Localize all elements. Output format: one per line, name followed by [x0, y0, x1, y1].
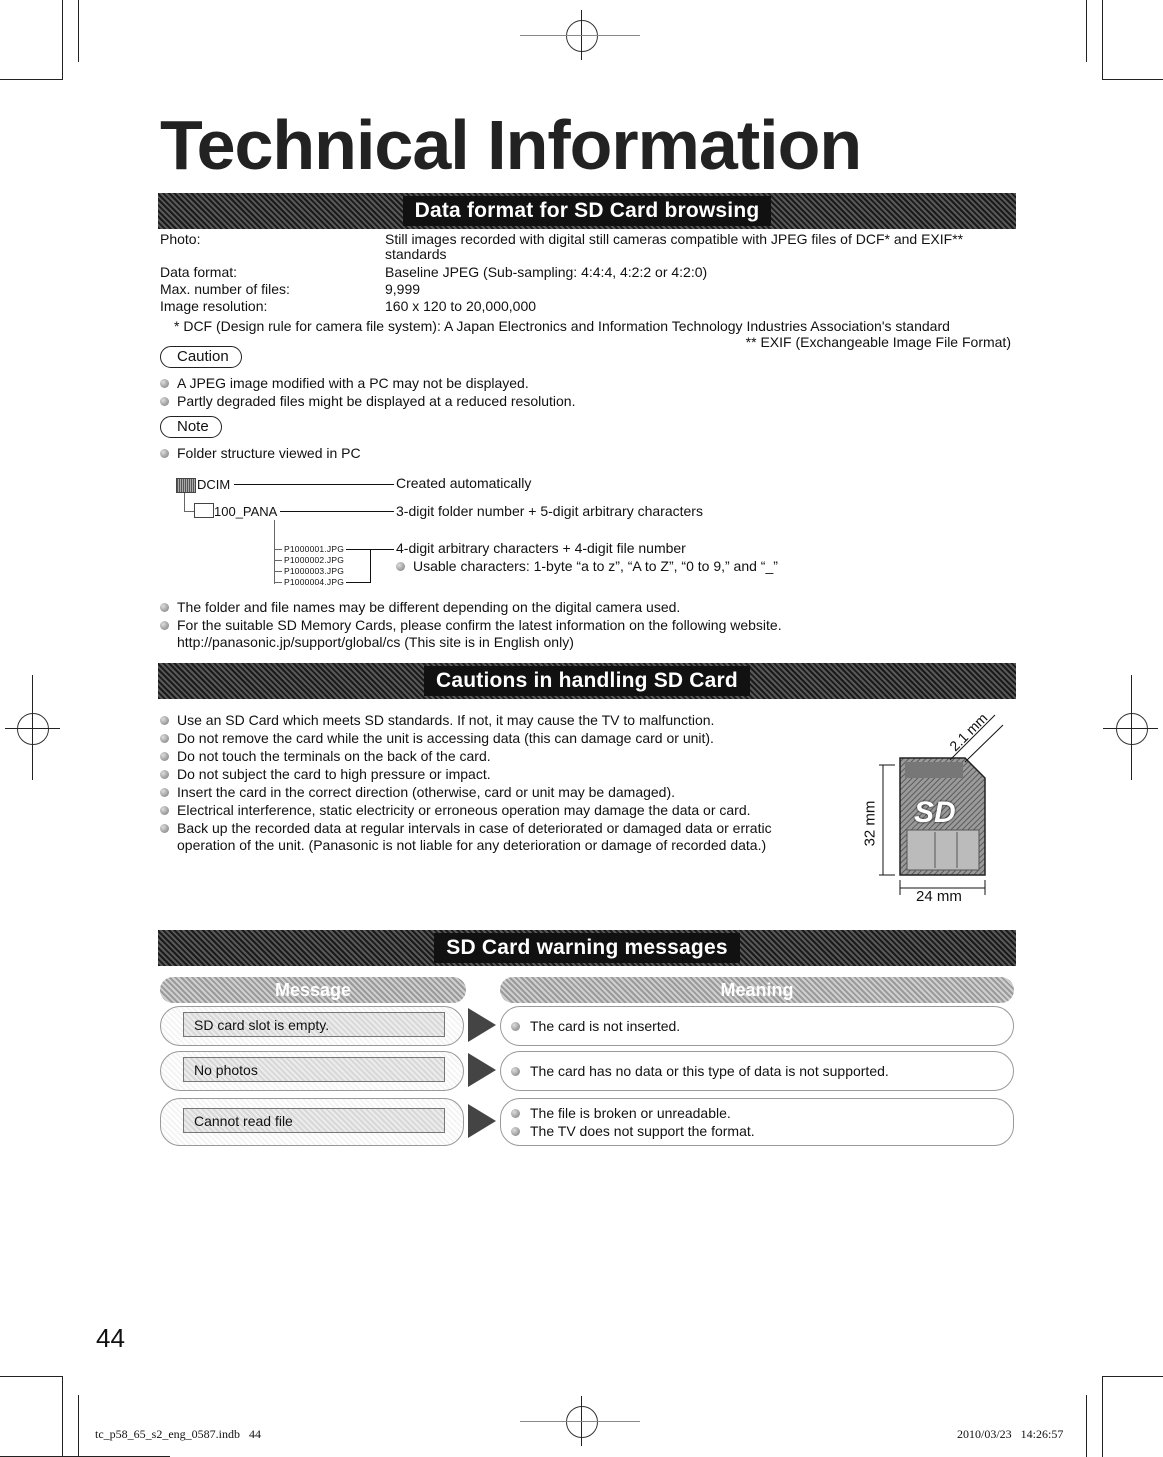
- sd-logo: SD: [914, 796, 956, 829]
- meaning-item: The card is not inserted.: [511, 1017, 680, 1035]
- meaning-item: The file is broken or unreadable.: [511, 1104, 731, 1122]
- folder-root: DCIM: [197, 477, 231, 492]
- crop-mark: [5, 728, 60, 729]
- list-item: Use an SD Card which meets SD standards. If not, it may cause the TV to malfunction.: [160, 712, 714, 729]
- bullet-icon: [160, 752, 169, 761]
- crop-mark: [1102, 1376, 1163, 1377]
- list-item: Do not subject the card to high pressure or impact.: [160, 766, 491, 783]
- bullet-icon: [511, 1022, 520, 1031]
- crop-mark: [62, 1376, 63, 1457]
- note-label: Note: [160, 416, 222, 438]
- arrow-icon: [468, 1008, 496, 1042]
- meaning-item: The card has no data or this type of data is not supported.: [511, 1062, 889, 1080]
- section-title: Data format for SD Card browsing: [403, 196, 772, 226]
- crop-mark: [0, 1376, 62, 1377]
- registration-mark: [17, 713, 49, 745]
- column-header-meaning: Meaning: [500, 977, 1014, 1003]
- file-name: P1000002.JPG: [284, 555, 345, 565]
- meaning-box: [500, 1006, 1014, 1046]
- leader-line: [234, 484, 394, 485]
- bullet-icon: [160, 716, 169, 725]
- folder-sub: 100_PANA: [214, 504, 278, 519]
- spec-label: Image resolution:: [160, 298, 268, 314]
- footer-timestamp: 2010/03/23 14:26:57: [957, 1427, 1064, 1441]
- bracket-line: [370, 549, 371, 583]
- tree-line: [184, 493, 185, 511]
- tree-line: [274, 520, 275, 584]
- bullet-icon: [160, 379, 169, 388]
- page-number: 44: [96, 1323, 125, 1353]
- meaning-box: [500, 1098, 1014, 1146]
- warning-message: SD card slot is empty.: [183, 1012, 445, 1037]
- list-item: Do not remove the card while the unit is accessing data (this can damage card or unit).: [160, 730, 714, 747]
- registration-mark: [566, 1406, 598, 1438]
- arrow-icon: [468, 1053, 496, 1087]
- section-header-handling: [158, 663, 1016, 699]
- section-header-warnings: [158, 930, 1016, 966]
- list-item: Back up the recorded data at regular intervals in case of deteriorated or damaged data or erratic: [160, 820, 772, 837]
- folder-icon: [194, 503, 214, 518]
- caution-label: Caution: [160, 346, 242, 368]
- spec-value: Still images recorded with digital still cameras compatible with JPEG files of DCF* and EXIF**: [385, 231, 964, 247]
- bullet-icon: [160, 770, 169, 779]
- section-title: Cautions in handling SD Card: [424, 666, 750, 696]
- section-title: SD Card warning messages: [434, 933, 739, 963]
- list-item: Do not touch the terminals on the back of the card.: [160, 748, 491, 765]
- list-item: A JPEG image modified with a PC may not be displayed.: [160, 375, 529, 392]
- meaning-box: [500, 1051, 1014, 1091]
- crop-mark: [520, 35, 640, 36]
- crop-mark: [520, 1421, 640, 1422]
- list-item: Electrical interference, static electricity or erroneous operation may damage the data or card.: [160, 802, 751, 819]
- warning-message: Cannot read file: [183, 1108, 445, 1133]
- file-desc: 4-digit arbitrary characters + 4-digit file number: [396, 540, 686, 556]
- bullet-icon: [160, 806, 169, 815]
- spec-value: 9,999: [385, 281, 421, 297]
- bullet-icon: [160, 734, 169, 743]
- dim-width: 24 mm: [916, 888, 962, 905]
- column-header-message: Message: [160, 977, 466, 1003]
- bullet-icon: [396, 562, 405, 571]
- usable-chars: Usable characters: 1-byte “a to z”, “A to Z”, “0 to 9,” and “_”: [396, 558, 778, 575]
- leader-line: [370, 549, 394, 550]
- list-item: The folder and file names may be different depending on the digital camera used.: [160, 599, 680, 616]
- bullet-icon: [511, 1109, 520, 1118]
- tree-line: [274, 560, 282, 561]
- meaning-item: The TV does not support the format.: [511, 1122, 755, 1140]
- leader-line: [280, 511, 394, 512]
- folder-icon: [176, 478, 196, 493]
- file-name: P1000004.JPG: [284, 577, 345, 587]
- spec-value: 160 x 120 to 20,000,000: [385, 298, 537, 314]
- file-name: P1000003.JPG: [284, 566, 345, 576]
- spec-value: Baseline JPEG (Sub-sampling: 4:4:4, 4:2:2 or 4:2:0): [385, 264, 708, 280]
- list-item: Insert the card in the correct direction (otherwise, card or unit may be damaged).: [160, 784, 675, 801]
- crop-mark: [1086, 0, 1087, 62]
- footnote-exif: ** EXIF (Exchangeable Image File Format): [745, 334, 1011, 350]
- folder-sub-desc: 3-digit folder number + 5-digit arbitrary characters: [396, 503, 703, 519]
- bracket-line: [346, 549, 370, 550]
- crop-mark: [1102, 79, 1163, 80]
- warning-message: No photos: [183, 1057, 445, 1082]
- bullet-icon: [160, 449, 169, 458]
- list-item: Partly degraded files might be displayed at a reduced resolution.: [160, 393, 575, 410]
- list-item: Folder structure viewed in PC: [160, 445, 361, 462]
- crop-mark: [62, 0, 63, 80]
- bracket-line: [346, 582, 370, 583]
- arrow-icon: [468, 1104, 496, 1138]
- tree-line: [184, 511, 194, 512]
- registration-mark: [1116, 713, 1148, 745]
- crop-mark: [0, 79, 62, 80]
- tree-line: [274, 571, 282, 572]
- message-box: [160, 1051, 464, 1091]
- spec-value: standards: [385, 246, 447, 262]
- bullet-icon: [511, 1067, 520, 1076]
- tree-line: [274, 549, 282, 550]
- crop-mark: [1086, 1395, 1087, 1457]
- footer-filename: tc_p58_65_s2_eng_0587.indb 44: [95, 1427, 261, 1441]
- registration-mark: [566, 20, 598, 52]
- spec-label: Photo:: [160, 231, 201, 247]
- tree-line: [274, 582, 282, 583]
- bullet-icon: [160, 824, 169, 833]
- website-url: http://panasonic.jp/support/global/cs (This site is in English only): [177, 634, 574, 650]
- footnote-dcf: * DCF (Design rule for camera file system): A Japan Electronics and Information Technology Industries Association's standard: [174, 318, 950, 334]
- bullet-icon: [160, 788, 169, 797]
- crop-mark: [1103, 728, 1158, 729]
- message-box: [160, 1006, 464, 1046]
- crop-mark: [1102, 1376, 1103, 1457]
- dim-height: 32 mm: [861, 800, 879, 847]
- folder-root-desc: Created automatically: [396, 475, 532, 491]
- dim-thickness: 2.1 mm: [946, 709, 991, 755]
- bullet-icon: [160, 603, 169, 612]
- bullet-icon: [160, 397, 169, 406]
- page-title: Technical Information: [160, 106, 862, 184]
- crop-mark: [1102, 0, 1103, 80]
- list-item: For the suitable SD Memory Cards, please confirm the latest information on the following website.: [160, 617, 782, 634]
- message-box: [160, 1098, 464, 1146]
- crop-mark: [78, 1395, 79, 1457]
- bullet-icon: [511, 1127, 520, 1136]
- spec-label: Data format:: [160, 264, 238, 280]
- crop-mark: [78, 0, 79, 62]
- section-header-data-format: [158, 193, 1016, 229]
- list-item-continuation: operation of the unit. (Panasonic is not liable for any deterioration or damage of recorded data.): [177, 837, 767, 853]
- spec-label: Max. number of files:: [160, 281, 290, 297]
- bullet-icon: [160, 621, 169, 630]
- file-name: P1000001.JPG: [284, 544, 345, 554]
